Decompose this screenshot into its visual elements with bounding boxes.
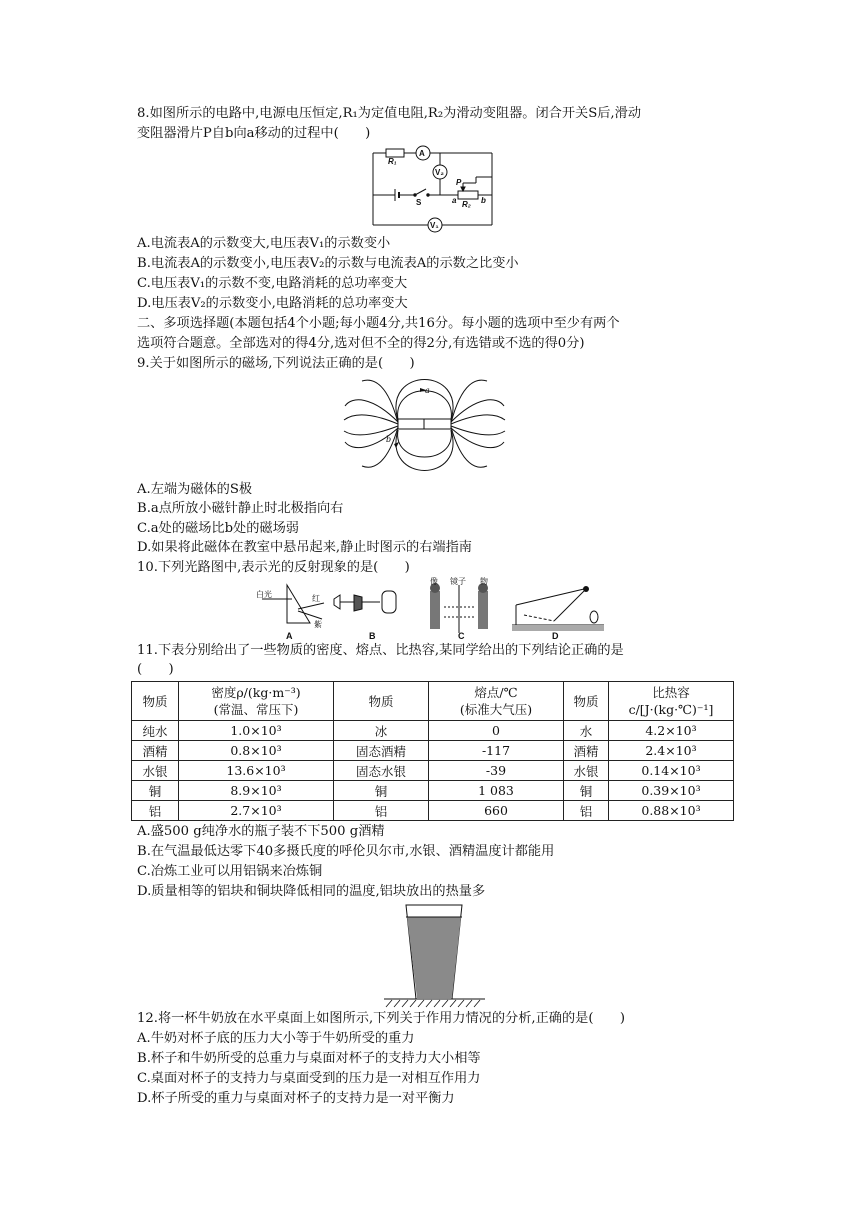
fig-label-c: C [458, 631, 465, 641]
q8-option-b: B.电流表A的示数变小,电压表V₂的示数与电流表A的示数之比变小 [137, 256, 519, 271]
image-label: 像 [430, 577, 438, 586]
table-row [132, 741, 734, 761]
q11-stem-line1: 11.下表分别给出了一些物质的密度、熔点、比热容,某同学给出的下列结论正确的是 [137, 643, 624, 658]
table-cell: 酒精 [564, 741, 609, 761]
q12-stem: 12.将一杯牛奶放在水平桌面上如图所示,下列关于作用力情况的分析,正确的是( ) [137, 1011, 626, 1026]
table-cell: 固态酒精 [334, 741, 429, 761]
table-cell: 13.6×10³ [179, 761, 334, 781]
q12-option-d: D.杯子所受的重力与桌面对杯子的支持力是一对平衡力 [137, 1091, 455, 1106]
table-cell: 酒精 [132, 741, 179, 761]
red-label: 红 [312, 594, 320, 603]
table-cell: 铝 [132, 801, 179, 821]
header-substance-1: 物质 [132, 682, 179, 721]
q12-milk-cup-figure [382, 903, 487, 1009]
header-heat-sub: c/[J·(kg·℃)⁻¹] [628, 702, 714, 717]
header-substance-3: 物质 [564, 682, 609, 721]
q10-light-path-figures [254, 577, 614, 641]
q11-stem-line2: ( ) [137, 662, 174, 677]
q11-option-a: A.盛500 g纯净水的瓶子装不下500 g酒精 [137, 824, 385, 839]
table-cell: 铝 [334, 801, 429, 821]
r1-resistor [386, 149, 404, 157]
q8-option-a: A.电流表A的示数变大,电压表V₁的示数变小 [137, 236, 391, 251]
table-cell: 水银 [564, 761, 609, 781]
q9-option-a: A.左端为磁体的S极 [137, 482, 253, 497]
q8-option-d: D.电压表V₂的示数变小,电路消耗的总功率变大 [137, 296, 408, 311]
q9-option-d: D.如果将此磁体在教室中悬吊起来,静止时图示的右端指南 [137, 540, 472, 555]
header-specific-heat [609, 682, 734, 721]
table-cell: 4.2×10³ [609, 721, 734, 741]
q9-option-b: B.a点所放小磁针静止时北极指向右 [137, 501, 344, 516]
white-light-label: 白光 [256, 590, 272, 599]
q10-stem: 10.下列光路图中,表示光的反射现象的是( ) [137, 560, 410, 575]
table-cell: 纯水 [132, 721, 179, 741]
p-label: P [456, 178, 462, 187]
header-melting-sub: (标准大气压) [459, 702, 533, 717]
fig-label-d: D [552, 631, 559, 641]
object-label: 物 [480, 577, 488, 586]
section2-instructions-line2: 选项符合题意。全部选对的得4分,选对但不全的得2分,有选错或不选的得0分) [137, 336, 585, 351]
table-cell: 1 083 [429, 781, 564, 801]
table-cell: 固态水银 [334, 761, 429, 781]
table-cell: 0.8×10³ [179, 741, 334, 761]
q8-stem-line1: 8.如图所示的电路中,电源电压恒定,R₁为定值电阻,R₂为滑动变阻器。闭合开关S后,滑动 [137, 106, 642, 121]
q11-option-d: D.质量相等的铝块和铜块降低相同的温度,铝块放出的热量多 [137, 884, 486, 899]
fig-label-b: B [369, 631, 376, 641]
table-row [132, 721, 734, 741]
a-end-label: a [452, 196, 457, 205]
table-row [132, 761, 734, 781]
violet-label: 紫 [314, 620, 322, 629]
q11-option-b: B.在气温最低达零下40多摄氏度的呼伦贝尔市,水银、酒精温度计都能用 [137, 844, 555, 859]
table-cell: 2.7×10³ [179, 801, 334, 821]
table-cell: 铝 [564, 801, 609, 821]
table-cell: 水银 [132, 761, 179, 781]
r1-label: R₁ [388, 157, 397, 166]
header-melting-point [429, 682, 564, 721]
table-cell: 0.88×10³ [609, 801, 734, 821]
point-a-label: a [425, 386, 430, 395]
table-cell: 0 [429, 721, 564, 741]
table-cell: 660 [429, 801, 564, 821]
q8-circuit-figure [368, 143, 498, 235]
table-cell: 铜 [132, 781, 179, 801]
r2-label: R₂ [462, 200, 471, 209]
mirror-label: 镜子 [450, 577, 466, 586]
properties-table [131, 681, 734, 821]
table-cell: -39 [429, 761, 564, 781]
fig-label-a: A [286, 631, 293, 641]
table-cell: 0.39×10³ [609, 781, 734, 801]
table-header-row [132, 682, 734, 721]
table-cell: -117 [429, 741, 564, 761]
table-cell: 1.0×10³ [179, 721, 334, 741]
header-melting-main: 熔点/℃ [474, 685, 518, 700]
q12-option-c: C.桌面对杯子的支持力与桌面受到的压力是一对相互作用力 [137, 1071, 481, 1086]
table-cell: 8.9×10³ [179, 781, 334, 801]
table-row [132, 801, 734, 821]
q12-option-b: B.杯子和牛奶所受的总重力与桌面对杯子的支持力大小相等 [137, 1051, 481, 1066]
table-cell: 2.4×10³ [609, 741, 734, 761]
table-cell: 铜 [334, 781, 429, 801]
q8-option-c: C.电压表V₁的示数不变,电路消耗的总功率变大 [137, 276, 408, 291]
section2-instructions-line1: 二、多项选择题(本题包括4个小题;每小题4分,共16分。每小题的选项中至少有两个 [137, 316, 620, 331]
q11-option-c: C.冶炼工业可以用铝锅来冶炼铜 [137, 864, 323, 879]
table-cell: 冰 [334, 721, 429, 741]
q9-magnet-field-figure [342, 376, 507, 471]
q8-stem-line2: 变阻器滑片P自b向a移动的过程中( ) [137, 126, 371, 141]
switch-label: S [416, 198, 422, 207]
v2-label: V₂ [435, 168, 444, 177]
ammeter-label: A [419, 149, 425, 158]
header-density [179, 682, 334, 721]
header-substance-2: 物质 [334, 682, 429, 721]
point-b-label: b [386, 435, 392, 444]
table-cell: 水 [564, 721, 609, 741]
header-density-sub: (常温、常压下) [213, 702, 299, 717]
header-heat-main: 比热容 [652, 685, 690, 700]
header-density-main: 密度ρ/(kg·m⁻³) [211, 685, 301, 700]
table-row [132, 781, 734, 801]
table-cell: 铜 [564, 781, 609, 801]
q9-stem: 9.关于如图所示的磁场,下列说法正确的是( ) [137, 356, 415, 371]
q9-option-c: C.a处的磁场比b处的磁场弱 [137, 521, 299, 536]
q12-option-a: A.牛奶对杯子底的压力大小等于牛奶所受的重力 [137, 1031, 415, 1046]
b-end-label: b [481, 196, 486, 205]
v1-label: V₁ [430, 221, 439, 230]
table-cell: 0.14×10³ [609, 761, 734, 781]
